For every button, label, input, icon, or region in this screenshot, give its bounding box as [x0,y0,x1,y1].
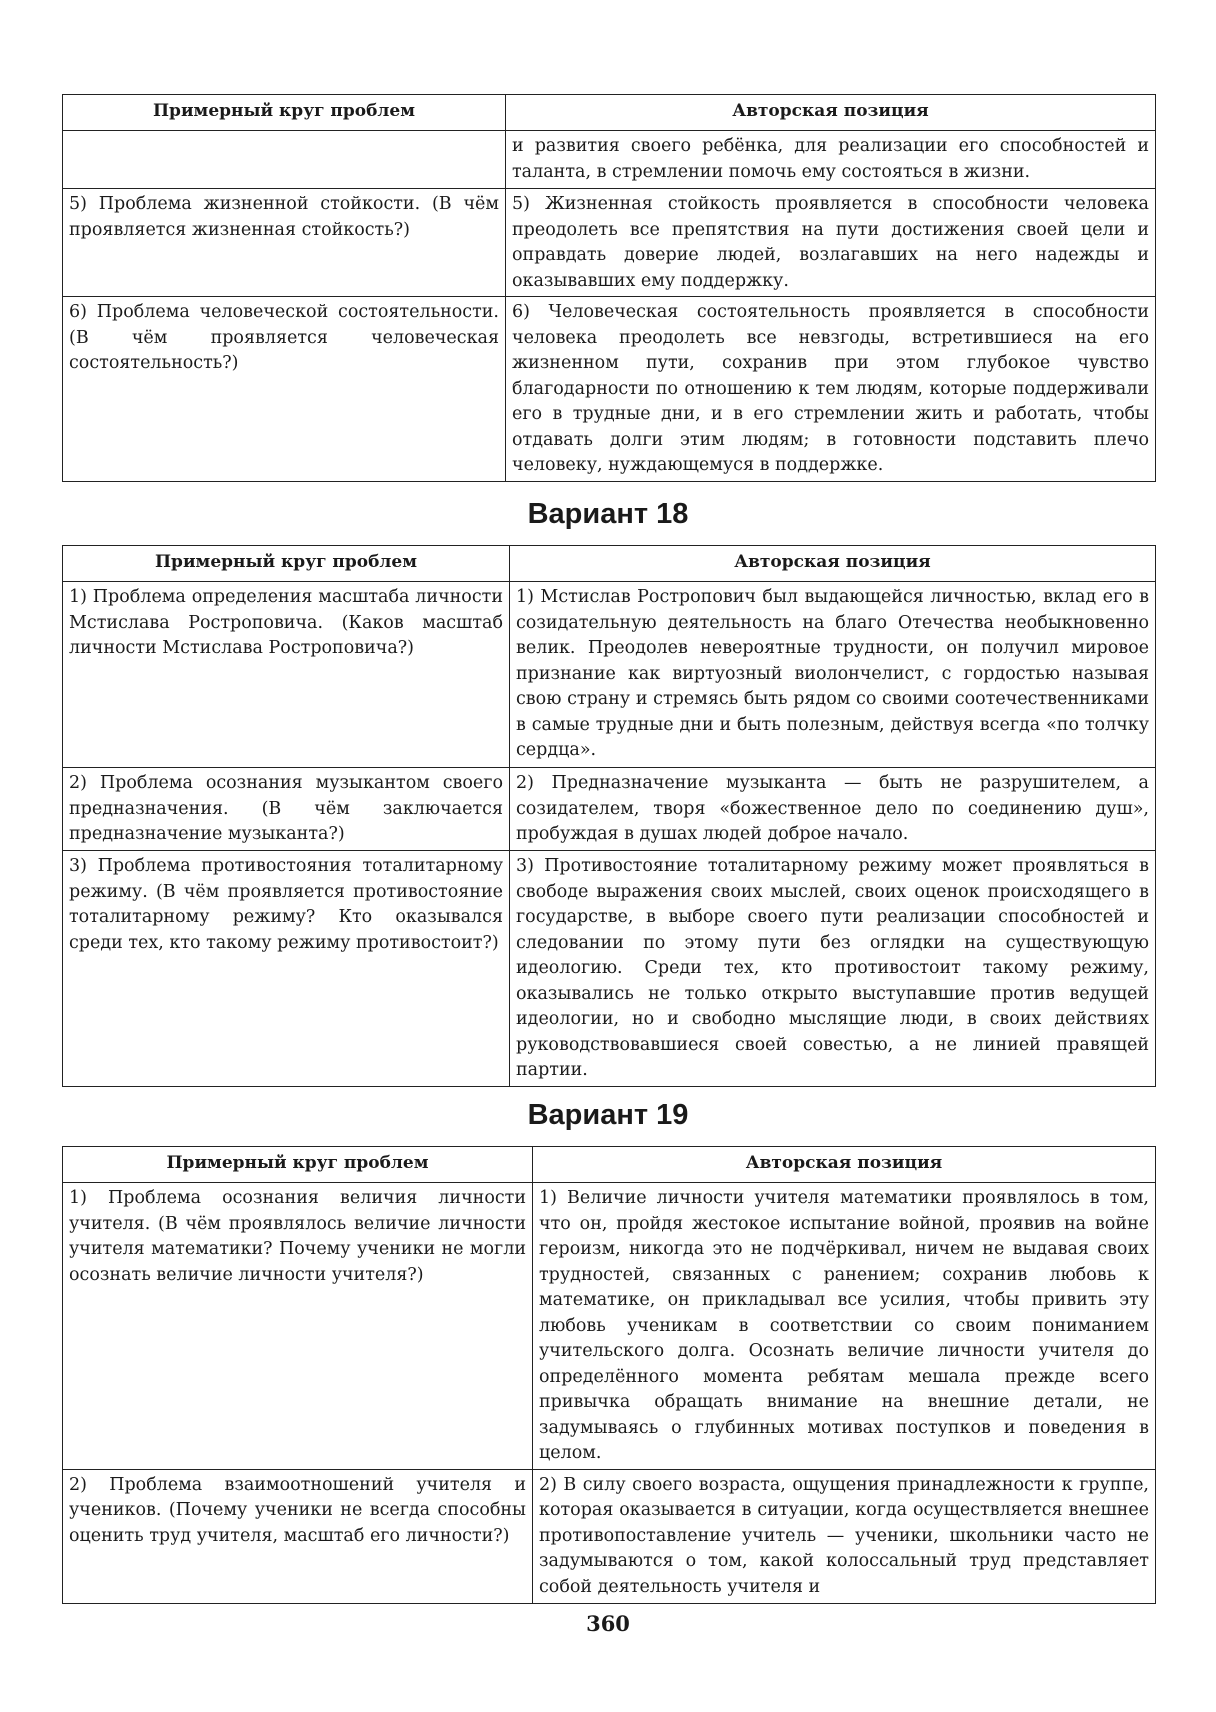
table-variant-19 [62,1146,1156,1604]
table-variant17-continued [62,94,1156,482]
position-cell: 1) Мстислав Ростропович был выдающейся личностью, вклад его в созидательную деятельность на благо Отечества необыкновенно велик. Преодолев невероятные трудности, он получил мировое признание как виртуозный виолончелист, с гордостью называя свою страну и стремясь быть рядом со своими соотечественниками в самые трудные дни и быть полезным, действуя всегда «по толчку сердца». [510,582,1156,768]
variant-19-heading: Вариант 19 [527,1099,689,1131]
position-cell: и развития своего ребёнка, для реализации его способностей и таланта, в стремлении помочь ему состояться в жизни. [506,131,1156,189]
problem-cell: 5) Проблема жизненной стойкости. (В чём проявляется жизненная стойкость?) [63,189,506,297]
table-row [63,851,1156,1087]
column-header-position: Авторская позиция [533,1147,1156,1183]
table-row [63,1183,1156,1470]
position-cell: 5) Жизненная стойкость проявляется в способности человека преодолеть все препятствия на пути достижения своей цели и оправдать доверие людей, возлагавших на него надежды и оказывавших ему поддержку. [506,189,1156,297]
table-variant-18 [62,545,1156,1087]
problem-cell: 1) Проблема осознания величия личности учителя. (В чём проявлялось величие личности учителя математики? Почему ученики не могли осознать величие личности учителя?) [63,1183,533,1470]
problem-cell: 3) Проблема противостояния тоталитарному режиму. (В чём проявляется противостояние тоталитарному режиму? Кто оказывался среди тех, кто такому режиму противостоит?) [63,851,510,1087]
problem-cell: 1) Проблема определения масштаба личности Мстислава Ростроповича. (Каков масштаб личности Мстислава Ростроповича?) [63,582,510,768]
table-header-row [63,95,1156,131]
page-number: 360 [586,1611,630,1636]
table-row [63,1469,1156,1603]
column-header-position: Авторская позиция [506,95,1156,131]
problem-cell: 6) Проблема человеческой состоятельности. (В чём проявляется человеческая состоятельность?) [63,297,506,482]
position-cell: 6) Человеческая состоятельность проявляется в способности человека преодолеть все невзгоды, встретившиеся на его жизненном пути, сохранив при этом глубокое чувство благодарности по отношению к тем людям, которые поддерживали его в трудные дни, и в его стремлении жить и работать, чтобы отдавать долги этим людям; в готовности подставить плечо человеку, нуждающемуся в поддержке. [506,297,1156,482]
table-row [63,131,1156,189]
table-header-row [63,1147,1156,1183]
table-row [63,768,1156,851]
position-cell: 2) В силу своего возраста, ощущения принадлежности к группе, которая оказывается в ситуации, когда осуществляется внешнее противопоставление учитель — ученики, школьники часто не задумываются о том, какой колоссальный труд представляет собой деятельность учителя и [533,1469,1156,1603]
problem-cell [63,131,506,189]
position-cell: 1) Величие личности учителя математики проявлялось в том, что он, пройдя жестокое испытание войной, проявив на войне героизм, никогда это не подчёркивал, ничем не выдавая своих трудностей, связанных с ранением; сохранив любовь к математике, он прикладывал все усилия, чтобы привить эту любовь ученикам в соответствии со своим пониманием учительского долга. Осознать величие личности учителя до определённого момента ребятам мешала прежде всего привычка обращать внимание на внешние детали, не задумываясь о глубинных мотивах поступков и поведения в целом. [533,1183,1156,1470]
variant-18-heading: Вариант 18 [527,498,689,530]
table-row [63,297,1156,482]
table-row [63,189,1156,297]
table-row [63,582,1156,768]
problem-cell: 2) Проблема взаимоотношений учителя и учеников. (Почему ученики не всегда способны оценить труд учителя, масштаб его личности?) [63,1469,533,1603]
column-header-problems: Примерный круг проблем [63,1147,533,1183]
problem-cell: 2) Проблема осознания музыкантом своего предназначения. (В чём заключается предназначение музыканта?) [63,768,510,851]
column-header-problems: Примерный круг проблем [63,546,510,582]
column-header-problems: Примерный круг проблем [63,95,506,131]
column-header-position: Авторская позиция [510,546,1156,582]
position-cell: 2) Предназначение музыканта — быть не разрушителем, а созидателем, творя «божественное дело по соединению душ», пробуждая в душах людей доброе начало. [510,768,1156,851]
position-cell: 3) Противостояние тоталитарному режиму может проявляться в свободе выражения своих мыслей, своих оценок происходящего в государстве, в выборе своего пути реализации способностей и следовании по этому пути без оглядки на существующую идеологию. Среди тех, кто противостоит такому режиму, оказывались не только открыто выступавшие против ведущей идеологии, но и свободно мыслящие люди, в своих действиях руководствовавшиеся своей совестью, а не линией правящей партии. [510,851,1156,1087]
table-header-row [63,546,1156,582]
